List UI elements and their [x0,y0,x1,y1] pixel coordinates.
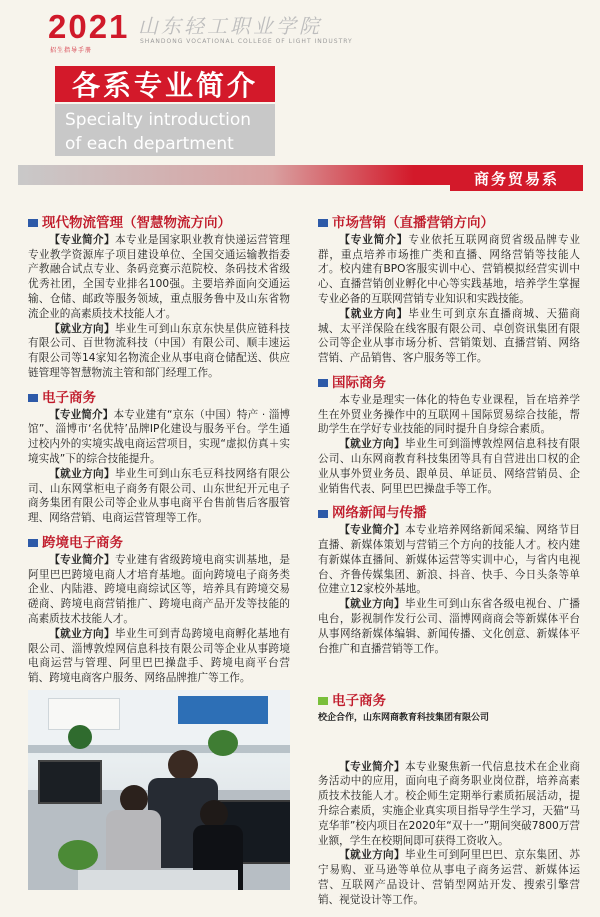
square-bullet-icon [318,379,328,387]
page-subtitle [55,104,275,156]
job-paragraph: 【就业方向】毕业生可到山东京东快星供应链科技有限公司、百世物流科技（中国）有限公司、顺丰速运有限公司等14家知名物流企业从事电商仓储配送、供应链管理等智慧物流主管和部门经理工作。 [28,322,291,379]
job-paragraph: 【就业方向】毕业生可到青岛跨境电商孵化基地有限公司、淄博敦煌网信息科技有限公司等企业从事跨境电商运营与管理、阿里巴巴操盘手、跨境电商平台营销、跨境电商客户服务、网络品牌推广等工作。 [28,627,291,685]
subtitle-line-2: of each department [65,134,234,154]
square-bullet-icon [28,539,38,547]
section-ecommerce [28,391,290,526]
section-heading: 跨境电子商务 [28,536,290,551]
right-column [318,214,580,656]
section-heading: 现代物流管理（智慧物流方向） [28,216,290,231]
intro-paragraph: 【专业简介】专业建有省级跨境电商实训基地，是阿里巴巴跨境电商人才培育基地。面向跨境电子商务类企业、内陆港、跨境电商综试区等，培养具有跨境交易磋商、跨境电商营销推广、跨境电商产品开发等技能的高素质技术技能人才。 [28,553,291,625]
department-title: 商务贸易系 [450,165,583,191]
intro-paragraph: 【专业简介】本专业聚焦新一代信息技术在企业商务活动中的应用，面向电子商务职业岗位群，培养高素质技术技能人才。校企师生定期举行素质拓展活动，提升综合素质，实施企业真实项目指导学生学习，天猫“马克华菲”校内项目在2020年“双十一”期间突破7800万营业额，学生在校期间即可获得工资收入。 [318,760,581,847]
section-heading: 电子商务 [318,694,580,709]
section-heading: 市场营销（直播营销方向） [318,216,580,231]
left-column [28,214,290,686]
section-international-business [318,376,580,496]
intro-paragraph: 【专业简介】本专业建有“京东（中国）特产 · 淄博馆”、淄博市‘名优特’品牌IP化建设与服务平台。学生通过校内外的实境实战电商运营项目，实现“虚拟仿真＋实境实战”下的综合技能提升。 [28,408,290,465]
intro-paragraph: 【专业简介】本专业是国家职业教育快递运营管理专业教学资源库子项目建设单位、全国交通运输教指委产教融合试点专业、条码竞赛示范院校、条码技术省级优秀社团，全国专业排名100强。主要培养面向交通运输、仓储、邮政等服务领域，重点服务鲁中及山东省物流企业的高素质技术技能人才。 [28,233,291,320]
intro-paragraph: 本专业是理实一体化的特色专业课程，旨在培养学生在外贸业务操作中的互联网＋国际贸易综合技能，帮助学生在学好专业技能的同时提升自身综合素质。 [318,393,580,436]
square-bullet-icon [28,394,38,402]
section-cross-border [28,536,290,686]
section-network-news [318,506,580,656]
job-paragraph: 【就业方向】毕业生可到山东省各级电视台、广播电台，影视制作发行公司、淄博网商商会等新媒体平台从事网络新媒体编辑、新闻传播、文化创意、新媒体平台推广和直播营销等工作。 [318,598,581,655]
section-heading: 网络新闻与传播 [318,506,580,521]
square-bullet-icon [318,697,328,705]
section-heading: 国际商务 [318,376,580,391]
job-paragraph: 【就业方向】毕业生可到京东直播商城、天猫商城、太平洋保险在线客服有限公司、卓创资讯集团有限公司等企业从事市场分析、营销策划、直播营销、网络营销、产品销售、客户服务等工作。 [318,307,581,365]
school-name: 山东轻工职业学院 [138,14,322,38]
coop-section [318,692,580,908]
square-bullet-icon [28,219,38,227]
intro-paragraph: 【专业简介】本专业培养网络新闻采编、网络节目直播、新媒体策划与营销三个方向的技能人才。校内建有新媒体直播间、新媒体运营等实训中心，与省内电视台、齐鲁传媒集团、新浪、抖音、快手、今日头条等单位建立12家校外基地。 [318,524,581,596]
section-heading: 电子商务 [28,391,290,406]
school-name-en: SHANDONG VOCATIONAL COLLEGE OF LIGHT INDUSTRY [140,38,353,45]
coop-partner: 校企合作，山东网商教育科技集团有限公司 [318,712,490,723]
year-subtitle: 招生指导手册 [50,47,93,54]
job-paragraph: 【就业方向】毕业生可到淄博敦煌网信息科技有限公司、山东网商教育科技集团等具有自营进出口权的企业从事外贸业务员、跟单员、单证员、网络营销员、企业销售代表、阿里巴巴操盘手等工作。 [318,438,581,495]
square-bullet-icon [318,510,328,518]
page-title: 各系专业简介 [55,66,275,102]
subtitle-line-1: Specialty introduction [65,110,252,130]
section-logistics [28,216,290,381]
job-paragraph: 【就业方向】毕业生可到阿里巴巴、京东集团、苏宁易购、亚马逊等单位从事电子商务运营、新媒体运营、互联网产品设计、营销型网站开发、搜索引擎营销、视觉设计等工作。 [318,849,581,906]
section-marketing [318,216,580,366]
page-header [18,8,583,54]
job-paragraph: 【就业方向】毕业生可到山东毛豆科技网络有限公司、山东网掌柜电子商务有限公司、山东世纪开元电子商务集团有限公司等企业从事电商平台售前售后客服管理、网络营销、电商运营管理等工作。 [28,467,291,525]
classroom-photo [28,690,290,890]
intro-paragraph: 【专业简介】专业依托互联网商贸省级品牌专业群，重点培养市场推广类和直播、网络营销等技能人才。校内建有BPO客服实训中心、营销模拟经营实训中心、直播营销创业孵化中心等实践基地，培养学生掌握专业必备的互联网营销专业知识和实践技能。 [318,233,581,305]
square-bullet-icon [318,219,328,227]
year-logo: 2021 [48,8,130,45]
